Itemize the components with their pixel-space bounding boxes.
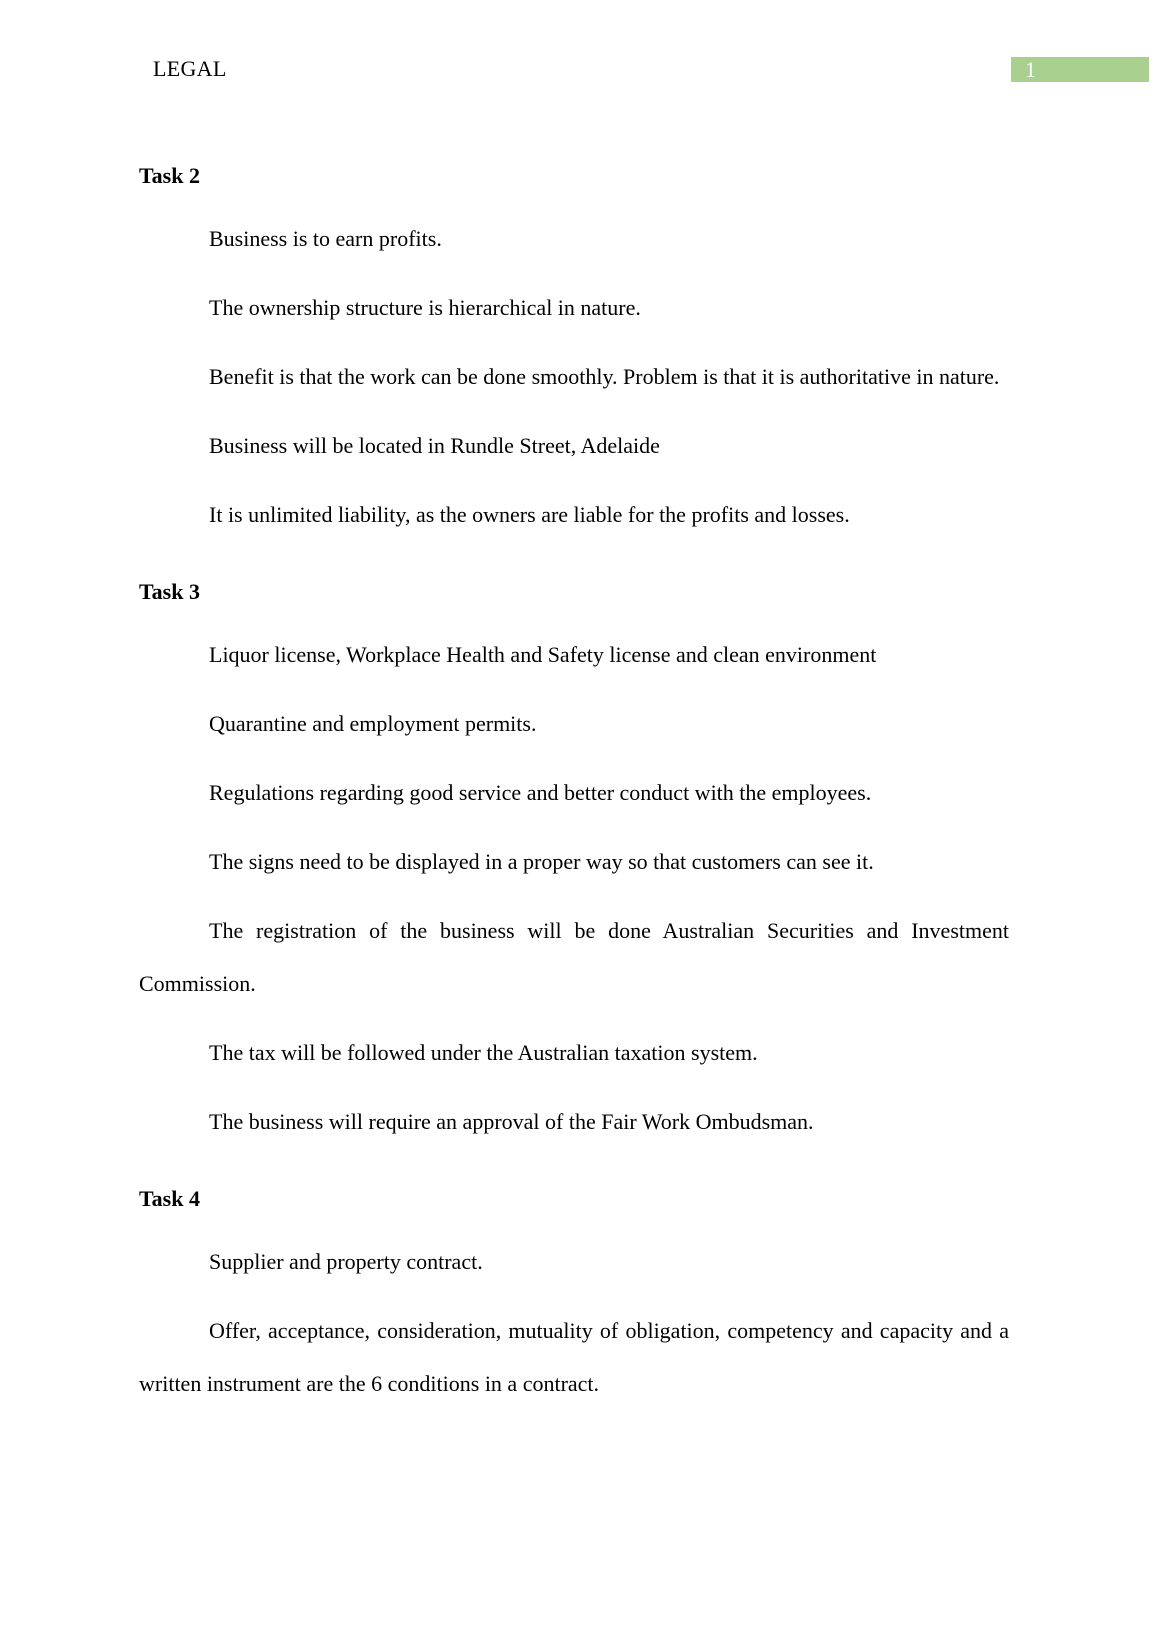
section-heading-task-2: Task 2 xyxy=(139,163,200,188)
paragraph: Regulations regarding good service and better conduct with the employees. xyxy=(209,780,872,805)
paragraph: Business is to earn profits. xyxy=(209,226,442,251)
paragraph: Liquor license, Workplace Health and Safety license and clean environment xyxy=(209,642,877,667)
paragraph: Offer, acceptance, consideration, mutuality of obligation, competency and capacity and a written instrument are the 6 conditions in a contract. xyxy=(139,1318,1009,1396)
paragraph: Business will be located in Rundle Street, Adelaide xyxy=(209,433,660,458)
paragraph: The signs need to be displayed in a proper way so that customers can see it. xyxy=(209,849,874,874)
section-heading-task-4: Task 4 xyxy=(139,1186,200,1211)
paragraph: The registration of the business will be done Australian Securities and Investment Commission. xyxy=(139,918,1009,996)
paragraph: Benefit is that the work can be done smoothly. Problem is that it is authoritative in nature. xyxy=(209,364,1000,389)
running-head-title: LEGAL xyxy=(153,56,227,81)
document-body xyxy=(139,158,1009,1410)
page-header xyxy=(0,0,1158,110)
page-number: 1 xyxy=(1025,57,1036,82)
paragraph: The tax will be followed under the Australian taxation system. xyxy=(209,1040,758,1065)
section-heading-task-3: Task 3 xyxy=(139,579,200,604)
paragraph: It is unlimited liability, as the owners are liable for the profits and losses. xyxy=(209,502,850,527)
paragraph: Quarantine and employment permits. xyxy=(209,711,537,736)
paragraph: The ownership structure is hierarchical in nature. xyxy=(209,295,641,320)
paragraph: Supplier and property contract. xyxy=(209,1249,483,1274)
paragraph: The business will require an approval of the Fair Work Ombudsman. xyxy=(209,1109,814,1134)
